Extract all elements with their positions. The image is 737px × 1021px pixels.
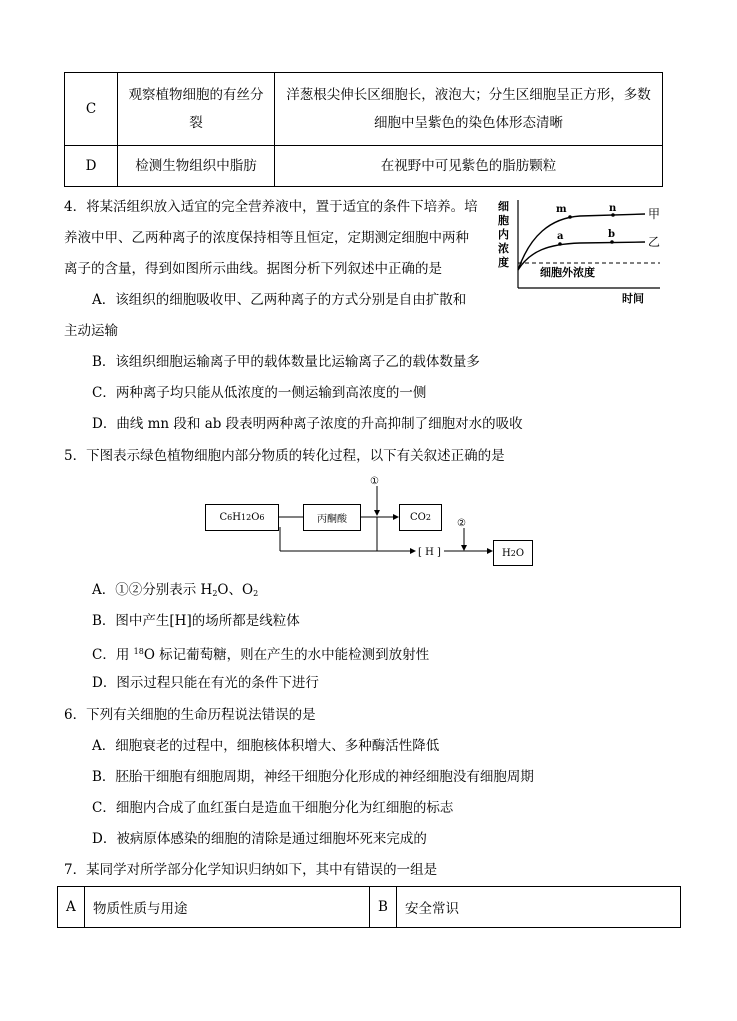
y-label-char: 度 [498, 256, 509, 269]
cell-a-text: 物质性质与用途 [85, 887, 370, 928]
point-n-label: n [609, 203, 617, 214]
cell-a-letter: A [58, 887, 85, 928]
q4-option-d: D．曲线 mn 段和 ab 段表明两种离子浓度的升高抑制了细胞对水的吸收 [92, 416, 523, 432]
point-m-label: m [556, 204, 567, 215]
marker-1: ① [370, 476, 379, 487]
q4-option-a-line1: A．该组织的细胞吸收甲、乙两种离子的方式分别是自由扩散和 [92, 292, 467, 308]
table-row [58, 887, 681, 928]
experiment-item: 检测生物组织中脂肪 [118, 146, 275, 187]
h-label: [ H ] [418, 547, 441, 558]
q5-stem: 5．下图表示绿色植物细胞内部分物质的转化过程，以下有关叙述正确的是 [64, 448, 505, 464]
pyruvate-box: 丙酮酸 [303, 504, 361, 531]
q5-option-a: A．①②分别表示 $H_2O$、$O_2$ [92, 582, 259, 598]
q4-stem-line1: 4．将某活组织放入适宜的完全营养液中，置于适宜的条件下培养。培 [64, 199, 478, 215]
q4-option-a-line2: 主动运输 [64, 323, 118, 339]
cell-b-text: 安全常识 [397, 887, 681, 928]
y-label-char: 细 [498, 200, 509, 213]
q6-option-d: D．被病原体感染的细胞的清除是通过细胞坏死来完成的 [92, 831, 427, 847]
co2-box: CO 2 [399, 504, 442, 531]
q4-stem-line2: 养液中甲、乙两种离子的浓度保持相等且恒定，定期测定细胞中两种 [64, 230, 469, 246]
q5-option-d: D．图示过程只能在有光的条件下进行 [92, 675, 319, 691]
water-box: H 2 O [493, 540, 533, 566]
baseline-label: 细胞外浓度 [540, 266, 595, 279]
row-letter: C [65, 73, 118, 146]
q6-option-c: C．细胞内合成了血红蛋白是造血干细胞分化为红细胞的标志 [92, 800, 454, 816]
cell-b-letter: B [370, 887, 397, 928]
experiment-result: 在视野中可见紫色的脂肪颗粒 [275, 146, 663, 187]
y-label-char: 内 [498, 228, 509, 241]
series-jia-label: 甲 [648, 207, 661, 221]
series-yi-label: 乙 [648, 235, 661, 249]
q6-option-b: B．胚胎干细胞有细胞周期，神经干细胞分化形成的神经细胞没有细胞周期 [92, 769, 534, 785]
y-label-char: 浓 [498, 242, 509, 255]
q6-option-a: A．细胞衰老的过程中，细胞核体积增大、多种酶活性降低 [92, 738, 440, 754]
knowledge-table [57, 886, 681, 928]
point-b-marker [610, 240, 614, 244]
q6-stem: 6．下列有关细胞的生命历程说法错误的是 [64, 707, 316, 723]
table-row [65, 73, 663, 146]
q4-option-b: B．该组织细胞运输离子甲的载体数量比运输离子乙的载体数量多 [92, 354, 480, 370]
point-a-marker [558, 242, 562, 246]
q4-stem-line3: 离子的含量，得到如图所示曲线。据图分析下列叙述中正确的是 [64, 261, 442, 277]
point-a-label: a [557, 231, 564, 242]
q4-option-c: C．两种离子均只能从低浓度的一侧运输到高浓度的一侧 [92, 385, 427, 401]
row-letter: D [65, 146, 118, 187]
point-m-marker [568, 215, 572, 219]
y-label-char: 胞 [498, 214, 509, 227]
marker-2: ② [457, 518, 466, 529]
q5-option-c: C．用 $^{18}$O 标记葡萄糖，则在产生的水中能检测到放射性 [92, 647, 430, 663]
experiment-table [64, 72, 663, 187]
q7-stem: 7．某同学对所学部分化学知识归纳如下，其中有错误的一组是 [64, 862, 438, 878]
q5-option-b: B．图中产生[H]的场所都是线粒体 [92, 613, 300, 629]
experiment-result: 洋葱根尖伸长区细胞长，液泡大；分生区细胞呈正方形，多数 细胞中呈紫色的染色体形态清晰 [275, 73, 663, 146]
glucose-box: C 6 H 12 O 6 [205, 504, 279, 531]
ion-concentration-graph [490, 196, 680, 308]
experiment-item: 观察植物细胞的有丝分 裂 [118, 73, 275, 146]
point-b-label: b [608, 229, 615, 240]
table-row [65, 146, 663, 187]
x-axis-label: 时间 [622, 292, 644, 305]
